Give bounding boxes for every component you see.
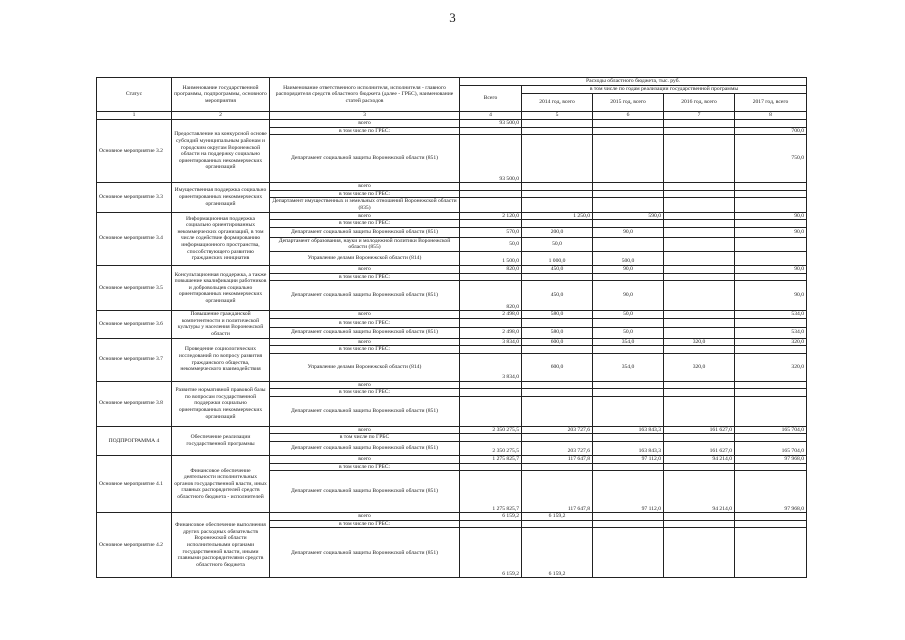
row-program-name: Повышение гражданской компетентности и политической культуры у населения Воронежской области (172, 311, 270, 338)
row-label-vtch: в том числе по ГРБС: (270, 220, 460, 228)
cell-2017: 320,0 (735, 338, 807, 346)
cell-2016: 161 627,0 (664, 442, 735, 456)
column-number: 6 (593, 112, 664, 120)
row-program-name: Обеспечение реализации государственной программы (172, 426, 270, 455)
cell-2015: 50,0 (593, 311, 664, 319)
row-label-vsego: всего (270, 381, 460, 389)
row-status: Основное мероприятие 4.1 (97, 456, 172, 513)
header-program-name: Наименование государственной программы, подпрограммы, основного мероприятия (172, 78, 270, 112)
cell-total: 1 275 825,7 (460, 456, 522, 464)
cell-2015: 97 112,0 (593, 456, 664, 464)
row-department: Департамент имущественных и земельных отношений Воронежской области (835) (270, 198, 460, 212)
row-status: Основное мероприятие 3.2 (97, 120, 172, 183)
cell-total: 2 120,0 (460, 212, 522, 220)
row-program-name: Финансовое обеспечение выполнения других расходных обязательств Воронежской области исполнительными органами государственной власти, иными главными распорядителями средств областного бюджета (172, 513, 270, 578)
cell-2017: 320,0 (735, 353, 807, 381)
cell-2017: 90,0 (735, 227, 807, 237)
cell-2015: 163 843,3 (593, 426, 664, 434)
cell-total: 2 350 275,5 (460, 442, 522, 456)
column-number: 4 (460, 112, 522, 120)
row-department: Департамент образования, науки и молодежной политики Воронежской области (855) (270, 237, 460, 251)
row-label-vtch: в том числе по ГРБС: (270, 319, 460, 327)
cell-total: 3 834,0 (460, 353, 522, 381)
row-department: Департамент социальной защиты Воронежской области (851) (270, 471, 460, 513)
row-department: Департамент социальной защиты Воронежской области (851) (270, 442, 460, 456)
cell-total: 93 500,0 (460, 135, 522, 183)
cell-2015: 163 843,3 (593, 442, 664, 456)
row-department: Департамент социальной защиты Воронежской области (851) (270, 281, 460, 311)
table-row (97, 265, 807, 273)
row-status: ПОДПРОГРАММА 4 (97, 426, 172, 455)
cell-2017: 165 704,0 (735, 442, 807, 456)
cell-2014: 600,0 (522, 353, 593, 381)
cell-2017: 90,0 (735, 265, 807, 273)
cell-2015: 97 112,0 (593, 471, 664, 513)
row-department: Департамент социальной защиты Воронежской области (851) (270, 227, 460, 237)
cell-2014: 203 727,6 (522, 442, 593, 456)
table-row (97, 426, 807, 434)
row-program-name: Информационная поддержка социально ориентированных некоммерческих организаций, в том числе содействие формированию информационного пространства, способствующего развитию гражданских инициатив (172, 212, 270, 265)
table-row (97, 120, 807, 128)
row-department: Департамент социальной защиты Воронежской области (851) (270, 528, 460, 578)
cell-2017: 165 704,0 (735, 426, 807, 434)
row-label-vtch: в том числе по ГРБС: (270, 273, 460, 281)
cell-2017: 700,0 (735, 127, 807, 135)
cell-2015: 500,0 (593, 251, 664, 265)
cell-2016: 94 214,0 (664, 471, 735, 513)
cell-2017: 534,0 (735, 327, 807, 338)
row-label-vtch: в том числе по ГРБС: (270, 190, 460, 198)
row-department: Управление делами Воронежской области (814) (270, 251, 460, 265)
row-program-name: Имущественная поддержка социально ориентированных некоммерческих организаций (172, 183, 270, 212)
row-status: Основное мероприятие 3.4 (97, 212, 172, 265)
column-number: 1 (97, 112, 172, 120)
cell-2017: 97 968,0 (735, 471, 807, 513)
row-status: Основное мероприятие 3.8 (97, 381, 172, 426)
row-label-vsego: всего (270, 338, 460, 346)
page-number: 3 (449, 10, 456, 25)
row-department: Управление делами Воронежской области (814) (270, 353, 460, 381)
table-row (97, 311, 807, 319)
header-total: Всего (460, 86, 522, 112)
cell-2016: 94 214,0 (664, 456, 735, 464)
row-label-vtch: в том числе по ГРБС: (270, 520, 460, 528)
cell-2015: 90,0 (593, 281, 664, 311)
cell-total: 50,0 (460, 237, 522, 251)
budget-table (96, 77, 807, 578)
row-program-name: Проведение социологических исследований по вопросу развития гражданского общества, некоммерческого взаимодействия (172, 338, 270, 381)
row-status: Основное мероприятие 3.6 (97, 311, 172, 338)
header-2017: 2017 год, всего (735, 94, 807, 112)
row-label-vtch: в том числе по ГРБС: (270, 346, 460, 354)
cell-total: 1 500,0 (460, 251, 522, 265)
cell-2014: 117 647,8 (522, 471, 593, 513)
row-label-vtch: в том числе по ГРБС (270, 434, 460, 442)
table-row (97, 513, 807, 521)
cell-2016: 320,0 (664, 338, 735, 346)
cell-2014: 203 727,6 (522, 426, 593, 434)
cell-2015: 90,0 (593, 265, 664, 273)
row-label-vsego: всего (270, 212, 460, 220)
cell-2016: 320,0 (664, 353, 735, 381)
cell-2015: 50,0 (593, 327, 664, 338)
cell-2014: 450,0 (522, 281, 593, 311)
row-status: Основное мероприятие 3.7 (97, 338, 172, 381)
table-row (97, 338, 807, 346)
cell-total: 820,0 (460, 281, 522, 311)
column-number: 2 (172, 112, 270, 120)
header-2015: 2015 год, всего (593, 94, 664, 112)
row-label-vsego: всего (270, 513, 460, 521)
cell-2014: 200,0 (522, 227, 593, 237)
cell-total: 2 498,0 (460, 311, 522, 319)
cell-total: 6 159,2 (460, 528, 522, 578)
cell-2014: 1 000,0 (522, 251, 593, 265)
cell-2014: 50,0 (522, 237, 593, 251)
row-program-name: Консультационная поддержка, а также повышение квалификации работников и добровольцев социально ориентированных некоммерческих организаций (172, 265, 270, 310)
cell-2017: 534,0 (735, 311, 807, 319)
cell-total: 2 350 275,5 (460, 426, 522, 434)
row-department: Департамент социальной защиты Воронежской области (851) (270, 135, 460, 183)
cell-2015: 90,0 (593, 227, 664, 237)
row-label-vsego: всего (270, 265, 460, 273)
header-by-years: в том числе по годам реализации государственной программы (522, 86, 807, 94)
table-row (97, 183, 807, 191)
row-label-vtch: в том числе по ГРБС: (270, 127, 460, 135)
cell-total: 93 500,0 (460, 120, 522, 128)
cell-2014: 117 647,8 (522, 456, 593, 464)
cell-2015: 354,0 (593, 353, 664, 381)
cell-2015: 354,0 (593, 338, 664, 346)
cell-total: 6 159,2 (460, 513, 522, 521)
column-number: 3 (270, 112, 460, 120)
column-number: 8 (735, 112, 807, 120)
header-budget-group: Расходы областного бюджета, тыс. руб. (460, 78, 807, 86)
cell-2014: 580,0 (522, 327, 593, 338)
row-label-vsego: всего (270, 183, 460, 191)
cell-2014: 600,0 (522, 338, 593, 346)
cell-2014: 450,0 (522, 265, 593, 273)
row-label-vtch: в том числе по ГРБС: (270, 463, 460, 471)
cell-2014: 6 159,2 (522, 528, 593, 578)
cell-total: 3 834,0 (460, 338, 522, 346)
header-executor: Наименование ответственного исполнителя, исполнителя - главного распорядителя средств областного бюджета (далее - ГРБС), наименование статей расходов (270, 78, 460, 112)
cell-2014: 1 250,0 (522, 212, 593, 220)
column-number: 7 (664, 112, 735, 120)
table-row (97, 381, 807, 389)
row-label-vsego: всего (270, 311, 460, 319)
row-status: Основное мероприятие 3.3 (97, 183, 172, 212)
table-row (97, 212, 807, 220)
row-department: Департамент социальной защиты Воронежской области (851) (270, 396, 460, 426)
row-label-vtch: в том числе по ГРБС: (270, 389, 460, 397)
row-label-vsego: всего (270, 426, 460, 434)
row-status: Основное мероприятие 3.5 (97, 265, 172, 310)
cell-2017: 90,0 (735, 281, 807, 311)
cell-2017: 90,0 (735, 212, 807, 220)
cell-2017: 750,0 (735, 135, 807, 183)
cell-total: 1 275 825,7 (460, 471, 522, 513)
row-program-name: Финансовое обеспечение деятельности исполнительных органов государственной власти, иных главных распорядителей средств областного бюджета - исполнителей (172, 456, 270, 513)
row-label-vsego: всего (270, 120, 460, 128)
cell-2014: 580,0 (522, 311, 593, 319)
cell-2015: 590,0 (593, 212, 664, 220)
cell-total: 570,0 (460, 227, 522, 237)
cell-total: 2 498,0 (460, 327, 522, 338)
header-2016: 2016 год, всего (664, 94, 735, 112)
header-status: Статус (97, 78, 172, 112)
cell-2014: 6 159,2 (522, 513, 593, 521)
row-department: Департамент социальной защиты Воронежской области (851) (270, 327, 460, 338)
column-number: 5 (522, 112, 593, 120)
cell-2017: 97 968,0 (735, 456, 807, 464)
row-program-name: Развитие нормативной правовой базы по вопросам государственной поддержки социально ориентированных некоммерческих организаций (172, 381, 270, 426)
row-program-name: Предоставление на конкурсной основе субсидий муниципальным районам и городским округам Воронежской области на поддержку социально ориентированных некоммерческих организаций (172, 120, 270, 183)
row-status: Основное мероприятие 4.2 (97, 513, 172, 578)
header-2014: 2014 год, всего (522, 94, 593, 112)
table-row (97, 456, 807, 464)
row-label-vsego: всего (270, 456, 460, 464)
cell-2016: 161 627,0 (664, 426, 735, 434)
cell-total: 820,0 (460, 265, 522, 273)
